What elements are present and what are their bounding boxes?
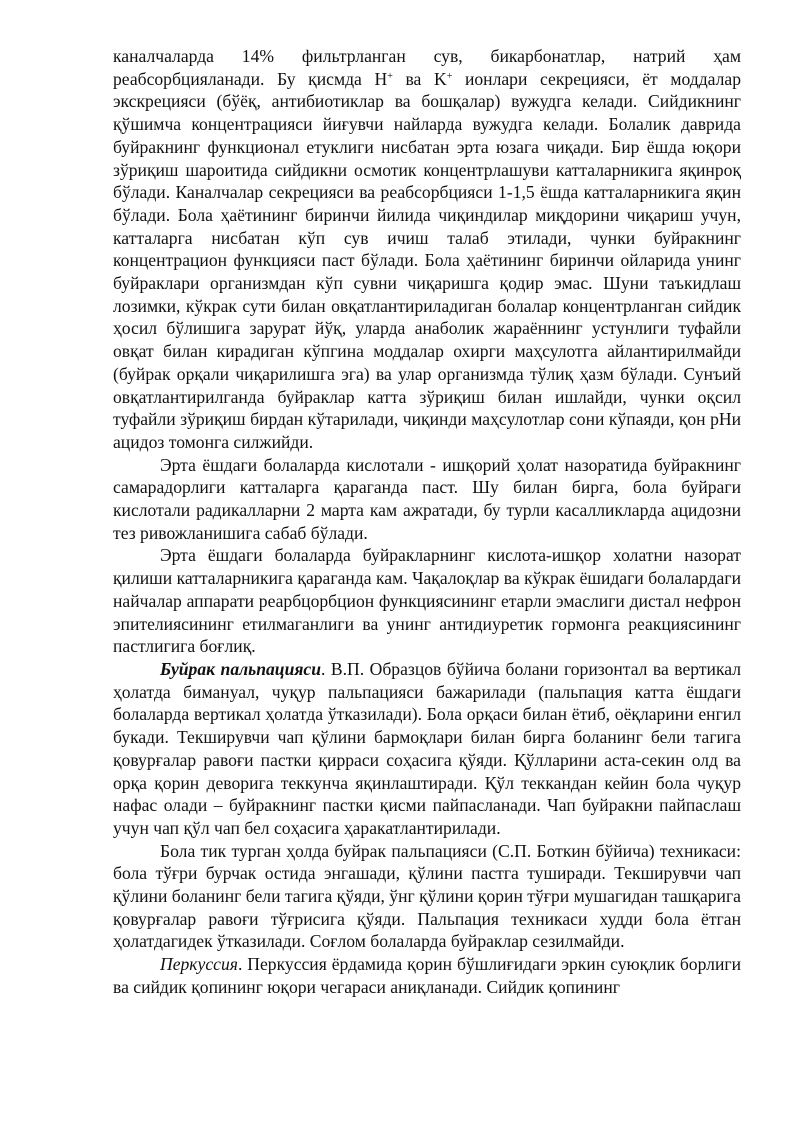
paragraph-2: Эрта ёшдаги болаларда кислотали - ишқорий ҳолат назоратида буйракнинг самарадорлиги катталарга қараганда паст. Шу билан бирга, бола буйраги кислотали радикалларни 2 марта кам ажратади, бу турли касалликларда ацидозни тез ривожланишига сабаб бўлади.: [113, 454, 741, 543]
superscript-plus-2: +: [446, 70, 453, 82]
paragraph-1-text-c: ионлари секрецияси, ёт моддалар экскрецияси (бўёқ, антибиотиклар ва бошқалар) вужудга келади. Сийдикнинг қўшимча концентрацияси йиғувчи найларда вужудга келади. Болалик даврида буйракнинг функционал етуклиги нисбатан эрта юзага чиқади. Бир ёшда юқори зўриқиш шароитида сийдикни осмотик концентрлашуви катталарникига яқинроқ бўлади. Каналчалар секрецияси ва реабсорбцияси 1-1,5 ёшда катталарникига яқин бўлади. Бола ҳаётининг биринчи йилида чиқиндилар миқдорини чиқариш учун, катталарга нисбатан кўп сув ичиш талаб этилади, чунки буйракнинг концентрацион функцияси паст бўлади. Бола ҳаётининг биринчи ойларида унинг буйраклари организмдан кўп сувни чиқаришга қодир эмас. Шуни таъкидлаш лозимки, кўкрак сути билан овқатлантириладиган болалар концентрланган сийдик ҳосил бўлишига зарурат йўқ, уларда анаболик жараённинг устунлиги туфайли овқат билан кирадиган кўпгина моддалар охирги маҳсулотга айлантирилмайди (буйрак орқали чиқарилишга эга) ва улар организмда тўлиқ ҳазм бўлади. Сунъий овқатлантирилганда буйраклар катта зўриқиш билан ишлайди, чунки оқсил туфайли зўриқиш бирдан кўтарилади, чиқинди маҳсулотлар сони кўпаяди, қон рHи ацидоз томонга силжийди.: [113, 68, 742, 452]
paragraph-5: Бола тик турган ҳолда буйрак пальпацияси (С.П. Боткин бўйича) техникаси: бола тўғри бурчак остида энгашади, қўлини пастга туширади. Текширувчи чап қўлини боланинг бели тагига қўяди, ўнг қўлини қорин тўғри мушагидан ташқарига қовурғалар равоғи тўғрисига қўяди. Пальпация техникаси худди бола ётган ҳолатдагидек ўтказилади. Соғлом болаларда буйраклар сезилмайди.: [113, 840, 741, 952]
paragraph-3: Эрта ёшдаги болаларда буйракларнинг кислота-ишқор холатни назорат қилиши катталарникига қараганда кам. Чақалоқлар ва кўкрак ёшидаги болалардаги найчалар аппарати реарбцорбцион функциясининг етарли эмаслиги дистал нефрон эпителиясининг етилмаганлиги ва унинг антидиуретик гормонга реакциясининг пастлигига боғлиқ.: [113, 545, 741, 657]
paragraph-percussion: [113, 953, 741, 998]
paragraph-4-text: . В.П. Образцов бўйича болани горизонтал ва вертикал ҳолатда бимануал, чуқур пальпацияси бажарилади (пальпация катта ёшдаги болаларда вертикал ҳолатда ўтказилади). Бола орқаси билан ётиб, оёқларини енгил букади. Текширувчи чап қўлини бармоқлари билан бирга боланинг бели тагига қовурғалар равоғи пастки қирраси соҳасига қўяди. Қўлларини аста-секин олд ва орқа қорин деворига теккунча яқинлаштиради. Қўл теккандан кейин бола чуқур нафас олади – буйракнинг пастки қисми пайпасланади. Чап буйракни пайпаслаш учун чап қўл чап бел соҳасига ҳаракатлантирилади.: [113, 658, 741, 838]
section-heading-kidney-palpation: Буйрак пальпацияси: [160, 658, 322, 679]
paragraph-1: [113, 45, 741, 454]
paragraph-1-text-a: каналчаларда 14% фильтрланган сув, бикарбонатлар, натрий ҳам реабсорбцияланади. Бу қисмда H: [113, 46, 741, 89]
section-heading-percussion: Перкуссия: [160, 954, 238, 975]
document-page: [113, 45, 741, 999]
paragraph-1-text-b: ва K: [392, 68, 447, 89]
superscript-plus-1: +: [387, 70, 393, 82]
paragraph-6-text: . Перкуссия ёрдамида қорин бўшлиғидаги эркин суюқлик борлиги ва сийдик қопининг юқори чегараси аниқланади. Сийдик қопининг: [113, 954, 741, 997]
paragraph-kidney-palpation: [113, 658, 741, 840]
